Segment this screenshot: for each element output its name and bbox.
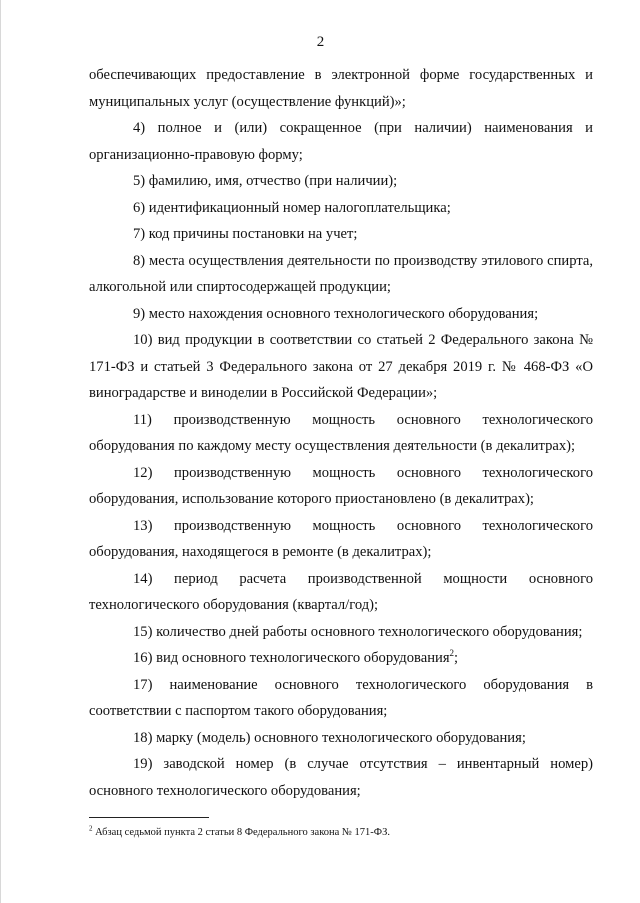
list-item-18: 18) марку (модель) основного технологического оборудования; xyxy=(133,729,526,746)
footnote-marker: 2 xyxy=(89,824,93,833)
list-item-16 xyxy=(89,645,593,672)
list-item-7: 7) код причины постановки на учет; xyxy=(133,226,358,242)
list-item-16-text: 16) вид основного технологического оборудования xyxy=(133,650,450,666)
footnote-reference[interactable]: 2 xyxy=(449,648,455,659)
list-item-10: 10) вид продукции в соответствии со статьей 2 Федерального закона № 171-ФЗ и статьей 3 Федерального закона от 27 декабря 2019 г. № 468-ФЗ «О виноградарстве и виноделии в Российской Федерации»; xyxy=(89,332,593,401)
list-item-17: 17) наименование основного технологического оборудования в соответствии с паспортом такого оборудования; xyxy=(89,676,593,719)
list-item-13: 13) производственную мощность основного технологического оборудования, находящегося в ремонте (в декалитрах); xyxy=(89,517,593,560)
list-item-12: 12) производственную мощность основного технологического оборудования, использование которого приостановлено (в декалитрах); xyxy=(89,464,593,507)
list-item-16-punctuation: ; xyxy=(454,650,459,666)
list-item-6: 6) идентификационный номер налогоплательщика; xyxy=(133,199,451,216)
list-item-4: 4) полное и (или) сокращенное (при наличии) наименования и организационно-правовую форму; xyxy=(89,120,593,163)
list-item-9: 9) место нахождения основного технологического оборудования; xyxy=(133,305,539,322)
footnote xyxy=(89,826,593,840)
list-item-14: 14) период расчета производственной мощности основного технологического оборудования (квартал/год); xyxy=(89,570,593,613)
list-item-5: 5) фамилию, имя, отчество (при наличии); xyxy=(133,173,398,189)
page-number: 2 xyxy=(316,34,325,50)
document-body xyxy=(89,62,593,804)
paragraph-continuation: обеспечивающих предоставление в электронной форме государственных и муниципальных услуг (осуществление функций)»; xyxy=(89,67,593,110)
list-item-19: 19) заводской номер (в случае отсутствия – инвентарный номер) основного технологического оборудования; xyxy=(89,756,593,799)
list-item-8: 8) места осуществления деятельности по производству этилового спирта, алкогольной или спиртосодержащей продукции; xyxy=(89,252,593,295)
footnote-divider xyxy=(89,817,209,818)
list-item-11: 11) производственную мощность основного технологического оборудования по каждому месту осуществления деятельности (в декалитрах); xyxy=(89,411,593,454)
list-item-15: 15) количество дней работы основного технологического оборудования; xyxy=(133,623,583,640)
footnote-text: Абзац седьмой пункта 2 статьи 8 Федерального закона № 171-ФЗ. xyxy=(92,827,390,838)
